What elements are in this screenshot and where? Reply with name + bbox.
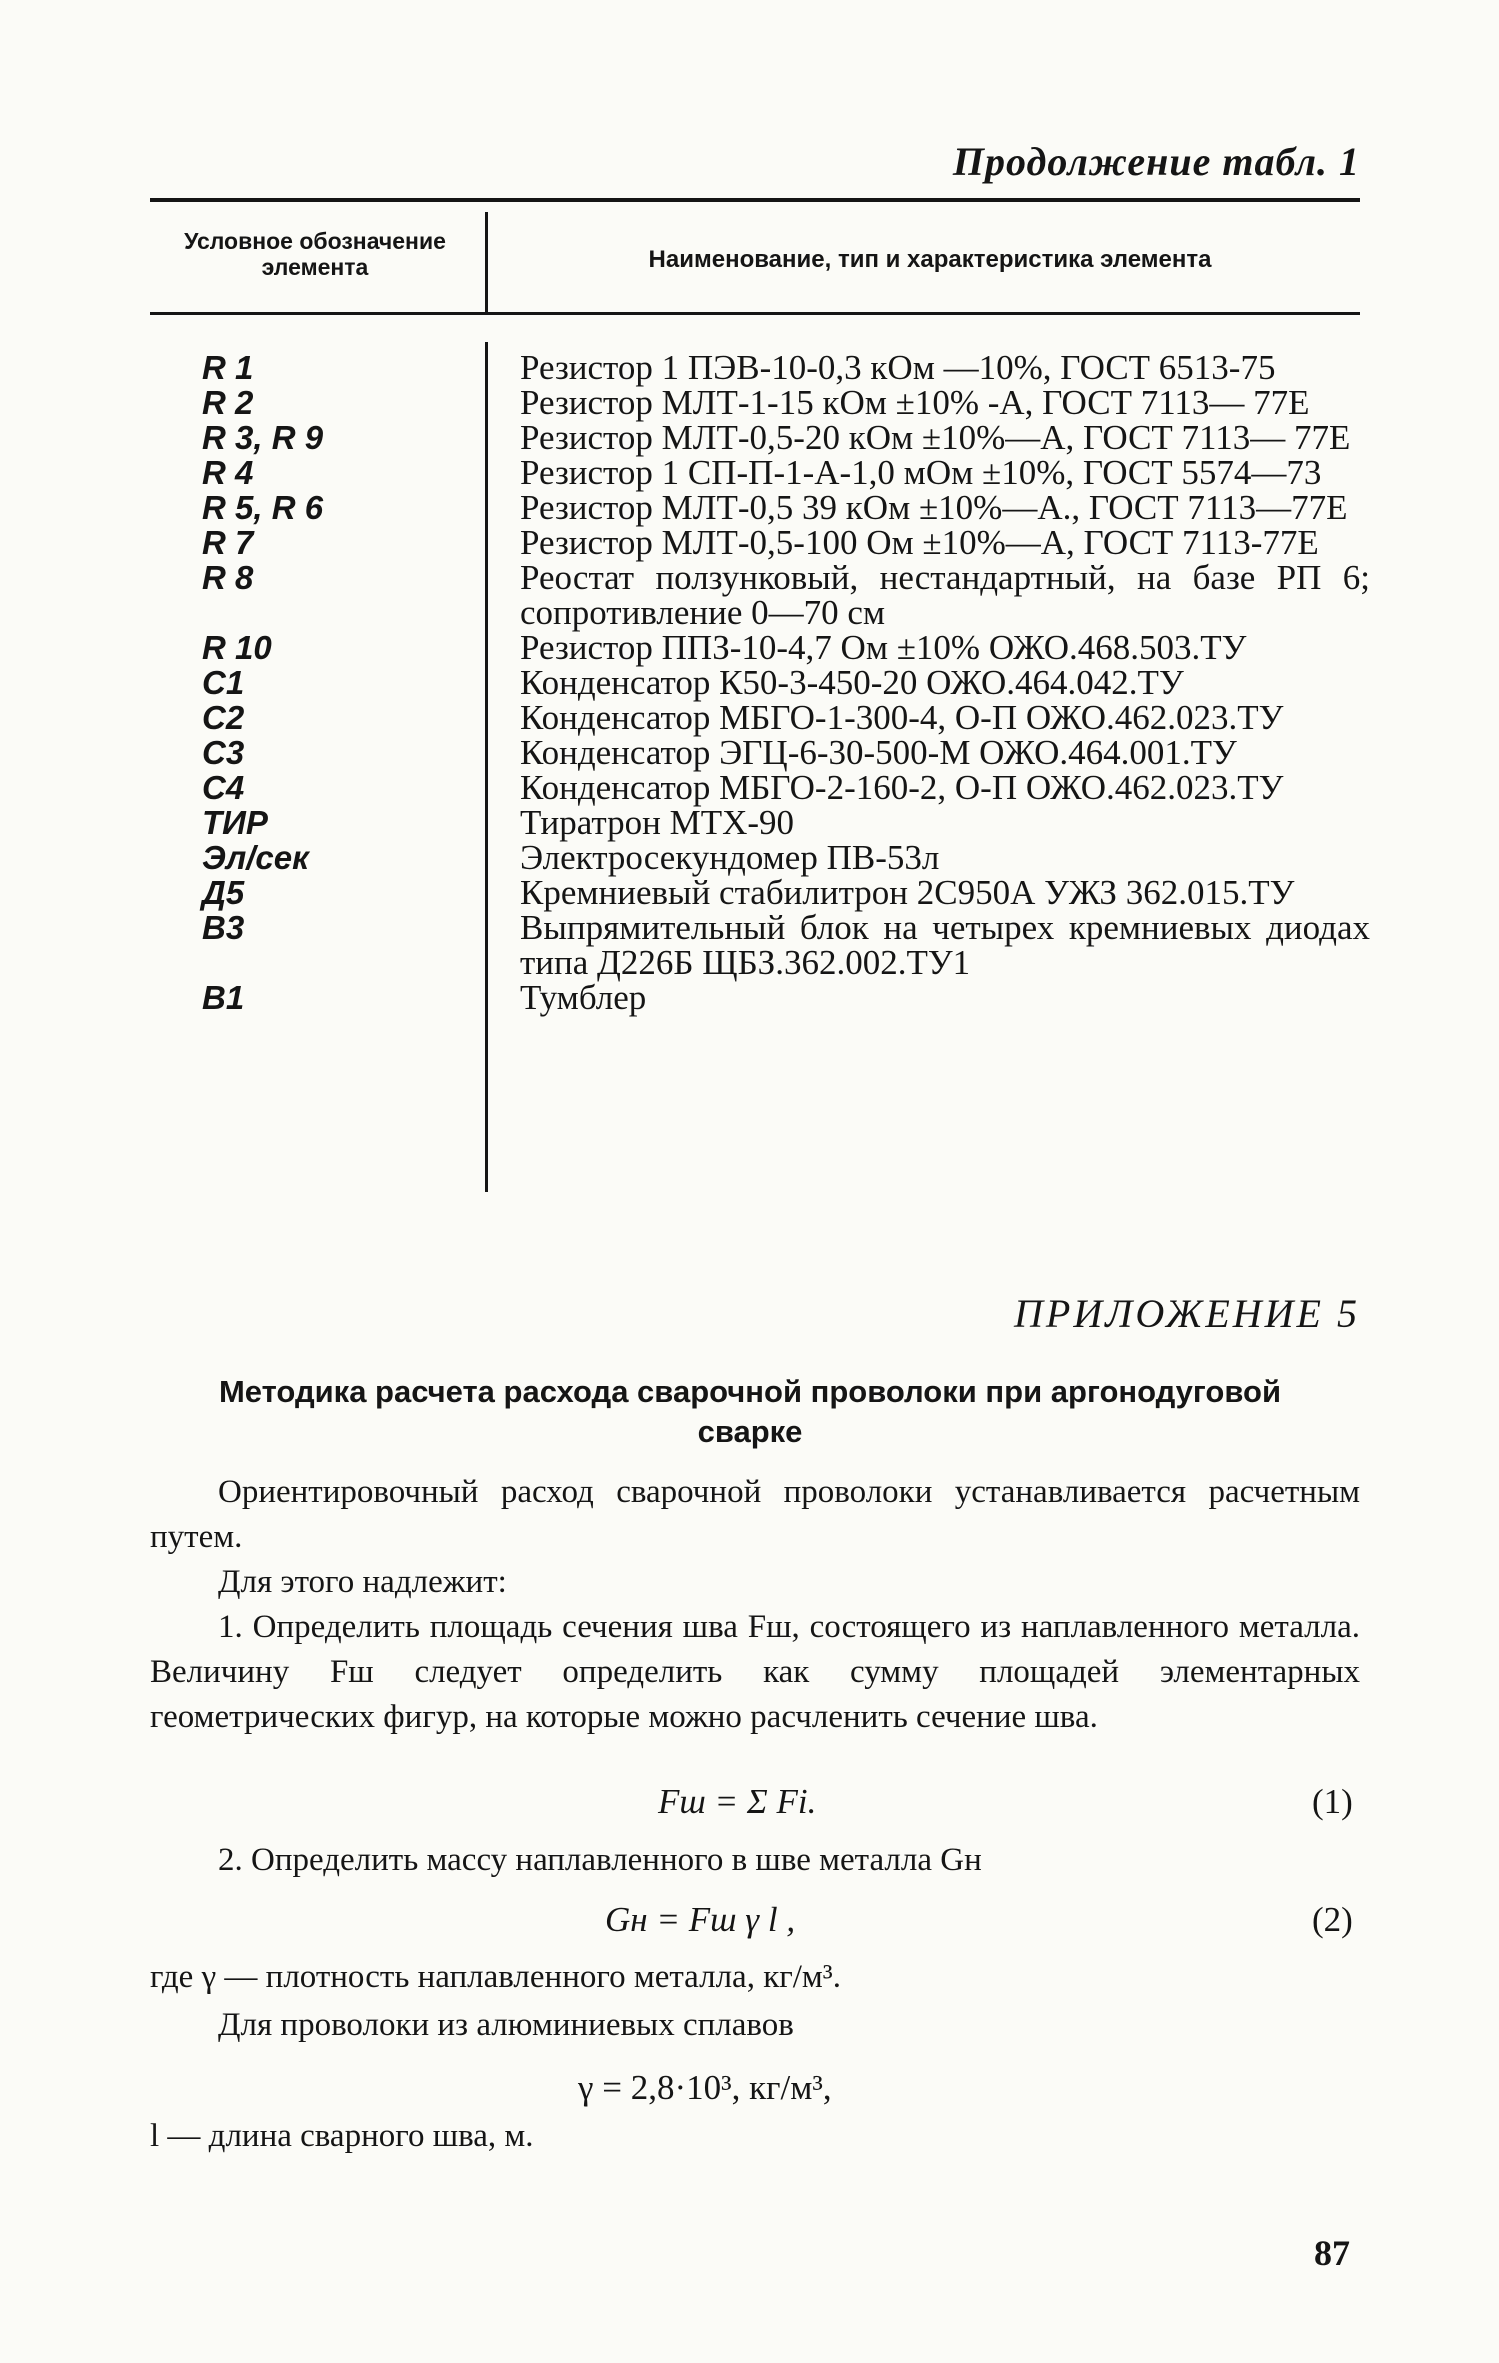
row-code: ТИР [202, 804, 268, 841]
row-description: Резистор 1 СП-П-1-А-1,0 мОм ±10%, ГОСТ 5574—73 [520, 453, 1322, 492]
formula-1: Fш = Σ Fi. [658, 1782, 817, 1821]
table-row [150, 525, 1365, 560]
row-code: C2 [202, 699, 245, 736]
paragraph-intro: Ориентировочный расход сварочной проволоки устанавливается расчетным путем. [150, 1474, 1360, 1555]
table-col1-header: Условное обозначение элемента [184, 228, 446, 280]
table-row [150, 735, 1365, 770]
row-code: C3 [202, 734, 245, 771]
appendix-label: ПРИЛОЖЕНИЕ 5 [1014, 1291, 1360, 1336]
table-col2-header: Наименование, тип и характеристика элемента [648, 246, 1212, 273]
table-row [150, 630, 1365, 665]
row-description: Конденсатор МБГО-2-160-2, О-П ОЖО.462.023.ТУ [520, 768, 1284, 807]
table-row [150, 455, 1365, 490]
table-row [150, 980, 1365, 1015]
row-code: Д5 [202, 874, 245, 911]
paragraph-instruction: Для этого надлежит: [218, 1564, 507, 1600]
paragraph-step-2: 2. Определить массу наплавленного в шве металла Gн [218, 1842, 982, 1878]
row-description: Конденсатор МБГО-1-300-4, О-П ОЖО.462.023.ТУ [520, 698, 1284, 737]
row-code: R 10 [202, 629, 272, 666]
table-top-rule [150, 198, 1360, 202]
row-description: Электросекундомер ПВ-53л [520, 838, 940, 877]
table-row [150, 420, 1365, 455]
table-row [150, 908, 1370, 982]
method-title: Методика расчета расхода сварочной проволоки при аргонодуговой сварке [218, 1374, 1282, 1449]
formula-3: γ = 2,8·10³, кг/м³, [578, 2068, 832, 2107]
row-code: R 2 [202, 384, 254, 421]
table-column-divider-header [485, 212, 488, 312]
table-row [150, 350, 1365, 385]
table-row [150, 558, 1370, 632]
row-code: R 3, R 9 [202, 419, 324, 456]
paragraph-step-1: 1. Определить площадь сечения шва Fш, состоящего из наплавленного металла. Величину Fш следует определить как сумму площадей элементарных геометрических фигур, на которые можно расчленить сечение шва. [150, 1609, 1360, 1735]
row-description: Резистор МЛТ-1-15 кОм ±10% -А, ГОСТ 7113— 77Е [520, 383, 1310, 422]
table-row [150, 700, 1365, 735]
table-row [150, 875, 1365, 910]
equation-number-2: (2) [1312, 1900, 1353, 1939]
row-code: C4 [202, 769, 245, 806]
row-description: Резистор 1 ПЭВ-10-0,3 кОм —10%, ГОСТ 6513-75 [520, 348, 1276, 387]
table-row [150, 805, 1365, 840]
row-description: Кремниевый стабилитрон 2С950А УЖЗ 362.015.ТУ [520, 873, 1295, 912]
row-code: R 4 [202, 454, 254, 491]
row-description: Резистор МЛТ-0,5 39 кОм ±10%—А., ГОСТ 7113—77Е [520, 488, 1348, 527]
table-row [150, 490, 1365, 525]
continuation-title: Продолжение табл. 1 [952, 139, 1360, 184]
row-code: R 5, R 6 [202, 489, 324, 526]
row-code: R 7 [202, 524, 254, 561]
row-description: Резистор ППЗ-10-4,7 Ом ±10% ОЖО.468.503.ТУ [520, 628, 1247, 667]
equation-number-1: (1) [1312, 1782, 1353, 1821]
paragraph-alloy: Для проволоки из алюминиевых сплавов [218, 2007, 794, 2043]
table-row [150, 770, 1365, 805]
table-row [150, 385, 1365, 420]
table-row [150, 840, 1365, 875]
row-description: Тиратрон МТХ-90 [520, 803, 795, 842]
row-description: Резистор МЛТ-0,5-100 Ом ±10%—А, ГОСТ 7113-77Е [520, 523, 1319, 562]
table-row [150, 665, 1365, 700]
row-code: C1 [202, 664, 245, 701]
row-description: Резистор МЛТ-0,5-20 кОм ±10%—А, ГОСТ 7113— 77Е [520, 418, 1351, 457]
row-code: В1 [202, 979, 245, 1016]
table-body [150, 348, 1370, 1017]
row-code: В3 [202, 909, 245, 946]
row-code: R 8 [202, 559, 254, 596]
paragraph-gamma-definition: где γ — плотность наплавленного металла, кг/м³. [150, 1959, 841, 1995]
row-description: Конденсатор К50-3-450-20 ОЖО.464.042.ТУ [520, 663, 1184, 702]
page-number: 87 [1314, 2233, 1350, 2273]
row-description: Тумблер [520, 978, 647, 1017]
row-description: Конденсатор ЭГЦ-6-30-500-М ОЖО.464.001.ТУ [520, 733, 1237, 772]
formula-2: Gн = Fш γ l , [605, 1900, 796, 1939]
paragraph-length-definition: l — длина сварного шва, м. [150, 2118, 534, 2154]
row-code: R 1 [202, 349, 254, 386]
row-description: Реостат ползунковый, нестандартный, на базе РП 6; сопротивление 0—70 см [520, 558, 1370, 632]
row-code: Эл/сек [202, 839, 309, 876]
table-header-rule [150, 312, 1360, 315]
row-description: Выпрямительный блок на четырех кремниевых диодах типа Д226Б ЩБЗ.362.002.ТУ1 [520, 908, 1370, 982]
